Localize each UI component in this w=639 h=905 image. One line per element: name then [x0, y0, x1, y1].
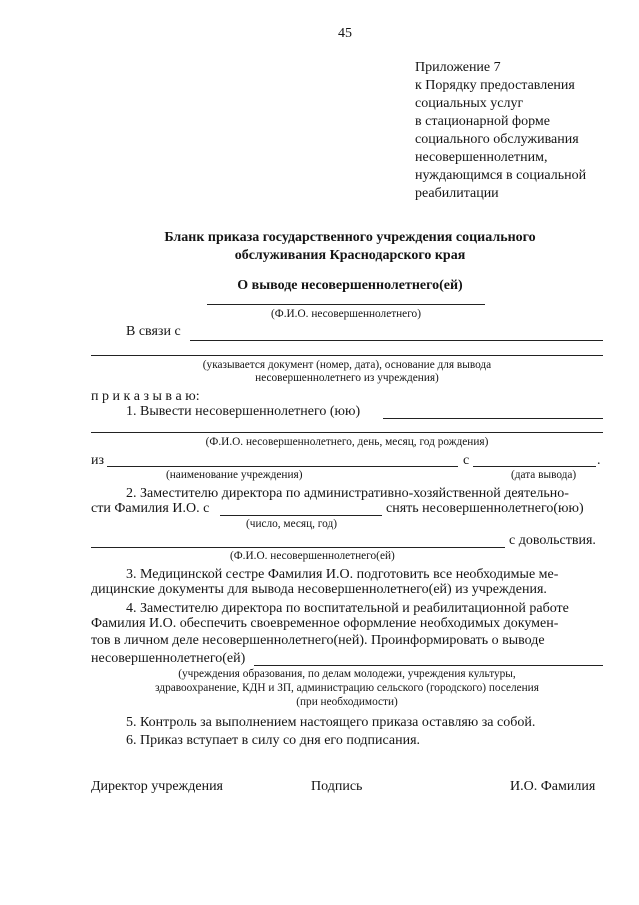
allowance-text: с довольствия.: [509, 533, 596, 548]
item-2-line-2b: снять несовершеннолетнего(юю): [386, 501, 584, 516]
signature-name: И.О. Фамилия: [510, 779, 596, 794]
item-1-line-2: [91, 432, 603, 433]
period: .: [597, 453, 601, 468]
date-caption: (число, месяц, год): [246, 518, 337, 530]
fio-line-2: [91, 547, 505, 548]
item-4-line-1: 4. Заместителю директора по воспитательной и реабилитационной работе: [126, 601, 569, 616]
inform-caption-3: (при необходимости): [296, 696, 398, 708]
order-word: п р и к а з ы в а ю:: [91, 389, 200, 404]
annex-line: несовершеннолетним,: [415, 150, 548, 165]
document-title-line-2: обслуживания Краснодарского края: [234, 248, 466, 263]
item-6: 6. Приказ вступает в силу со дня его подписания.: [126, 733, 421, 748]
item-1: 1. Вывести несовершеннолетнего (юю): [126, 404, 361, 419]
item-3-line-2: дицинские документы для вывода несовершеннолетнего(ей) из учреждения.: [91, 582, 547, 597]
date-line: [220, 515, 382, 516]
signature-position: Директор учреждения: [91, 779, 223, 794]
minor-fio-caption: (Ф.И.О. несовершеннолетнего): [271, 308, 421, 320]
item-4-line-3: тов в личном деле несовершеннолетнего(ней). Проинформировать о выводе: [91, 633, 545, 648]
institution-line: [107, 466, 458, 467]
inform-line: [254, 665, 603, 666]
minor-fio-line: [207, 304, 485, 305]
date-prefix: с: [463, 453, 470, 468]
fio-caption-2: (Ф.И.О. несовершеннолетнего(ей): [230, 550, 395, 562]
item-2-line-2a: сти Фамилия И.О. с: [91, 501, 210, 516]
item-4-line-4: несовершеннолетнего(ей): [91, 651, 246, 666]
in-connection-label: В связи с: [126, 324, 181, 339]
page-number: 45: [338, 26, 352, 41]
item-2-line-1: 2. Заместителю директора по административно-хозяйственной деятельно-: [126, 486, 569, 501]
basis-line-2: [91, 355, 603, 356]
annex-line: к Порядку предоставления: [415, 78, 575, 93]
annex-line: Приложение 7: [415, 60, 501, 75]
annex-line: социальных услуг: [415, 96, 524, 111]
annex-note: [415, 59, 586, 203]
basis-caption-2: несовершеннолетнего из учреждения): [255, 372, 439, 384]
annex-line: социального обслуживания: [415, 132, 579, 147]
basis-caption-1: (указывается документ (номер, дата), основание для вывода: [202, 359, 492, 371]
document-title-line-1: Бланк приказа государственного учреждения социального: [164, 230, 536, 245]
institution-caption: (наименование учреждения): [166, 469, 303, 481]
order-subject: О выводе несовершеннолетнего(ей): [237, 278, 463, 293]
inform-caption-1: (учреждения образования, по делам молодежи, учреждения культуры,: [178, 668, 516, 680]
item-4-line-2: Фамилия И.О. обеспечить своевременное оформление необходимых докумен-: [91, 616, 559, 631]
signature-label: Подпись: [311, 779, 363, 794]
annex-line: нуждающимся в социальной: [415, 168, 587, 183]
date-out-line: [473, 466, 596, 467]
item-3-line-1: 3. Медицинской сестре Фамилия И.О. подготовить все необходимые ме-: [126, 567, 559, 582]
date-out-caption: (дата вывода): [511, 469, 577, 481]
annex-line: реабилитации: [415, 186, 499, 201]
annex-line: в стационарной форме: [415, 114, 550, 129]
basis-line-1: [190, 340, 603, 341]
fio-birth-caption: (Ф.И.О. несовершеннолетнего, день, месяц, год рождения): [205, 436, 489, 448]
item-1-fill-line: [383, 418, 603, 419]
from-label: из: [91, 453, 105, 468]
inform-caption-2: здравоохранение, КДН и ЗП, администрацию сельского (городского) поселения: [155, 682, 539, 694]
item-5: 5. Контроль за выполнением настоящего приказа оставляю за собой.: [126, 715, 536, 730]
